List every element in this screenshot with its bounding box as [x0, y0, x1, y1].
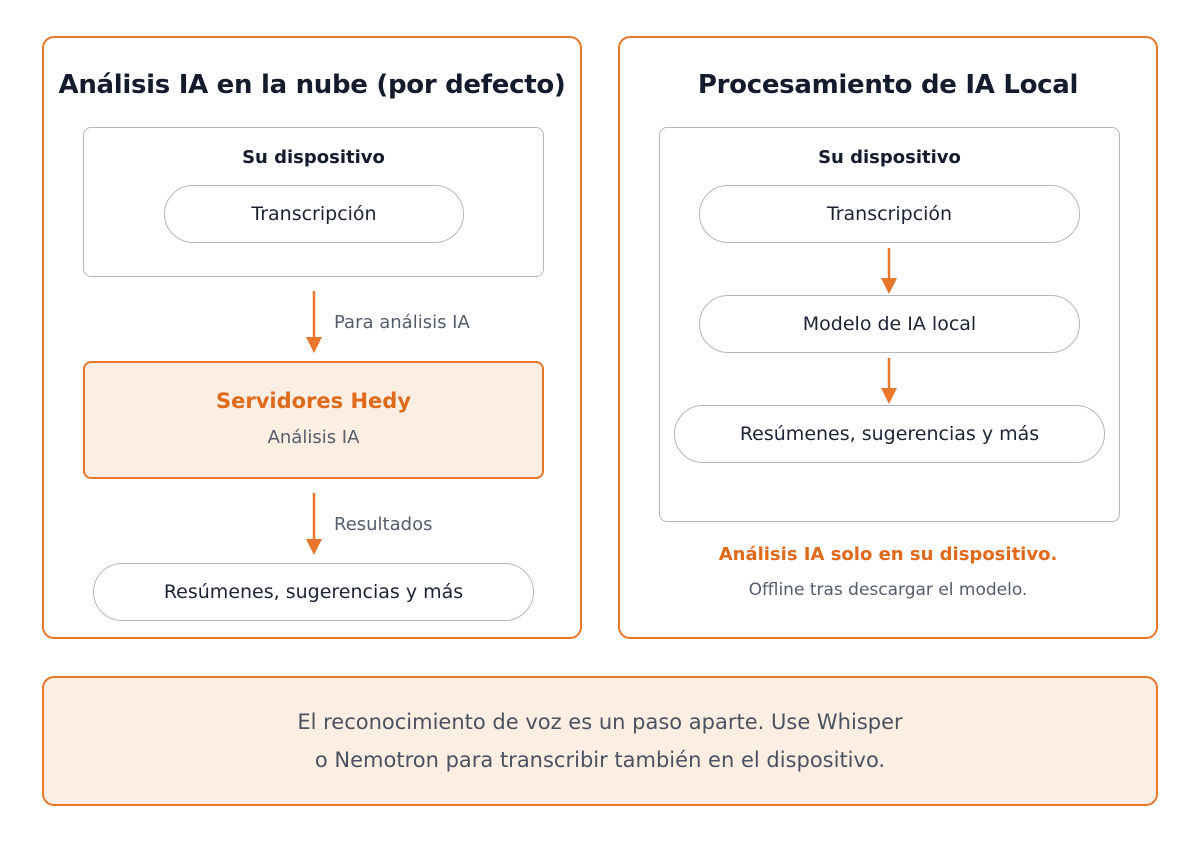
hedy-servers-title: Servidores Hedy: [215, 389, 412, 413]
hedy-servers-subtitle: Análisis IA: [267, 427, 360, 448]
cloud-arrow-label-results: Resultados: [334, 514, 433, 535]
hedy-servers-box: [83, 361, 544, 479]
footer-line-2: o Nemotron para transcribir también en el dispositivo.: [314, 748, 886, 772]
cloud-device-label: Su dispositivo: [242, 147, 385, 168]
local-device-box: [659, 127, 1120, 522]
local-results-pill: Resúmenes, sugerencias y más: [674, 405, 1105, 463]
local-note-subtext: Offline tras descargar el modelo.: [748, 580, 1028, 600]
arrow-down-icon: [304, 291, 324, 355]
arrow-down-icon: [879, 358, 899, 406]
cloud-device-box: [83, 127, 544, 277]
arrow-down-icon: [304, 493, 324, 557]
arrow-down-icon: [879, 248, 899, 296]
cloud-results-pill: Resúmenes, sugerencias y más: [93, 563, 534, 621]
local-transcription-pill: Transcripción: [699, 185, 1080, 243]
local-panel-title: Procesamiento de IA Local: [697, 70, 1079, 100]
cloud-arrow-label-analysis: Para análisis IA: [334, 312, 470, 333]
local-note-highlight: Análisis IA solo en su dispositivo.: [718, 544, 1058, 565]
speech-recognition-note: [42, 676, 1158, 806]
footer-line-1: El reconocimiento de voz es un paso aparte. Use Whisper: [297, 710, 903, 734]
local-model-pill: Modelo de IA local: [699, 295, 1080, 353]
cloud-transcription-pill: Transcripción: [164, 185, 464, 243]
local-device-label: Su dispositivo: [818, 147, 961, 168]
cloud-analysis-panel: [42, 36, 582, 639]
local-processing-panel: [618, 36, 1158, 639]
cloud-panel-title: Análisis IA en la nube (por defecto): [58, 70, 566, 100]
